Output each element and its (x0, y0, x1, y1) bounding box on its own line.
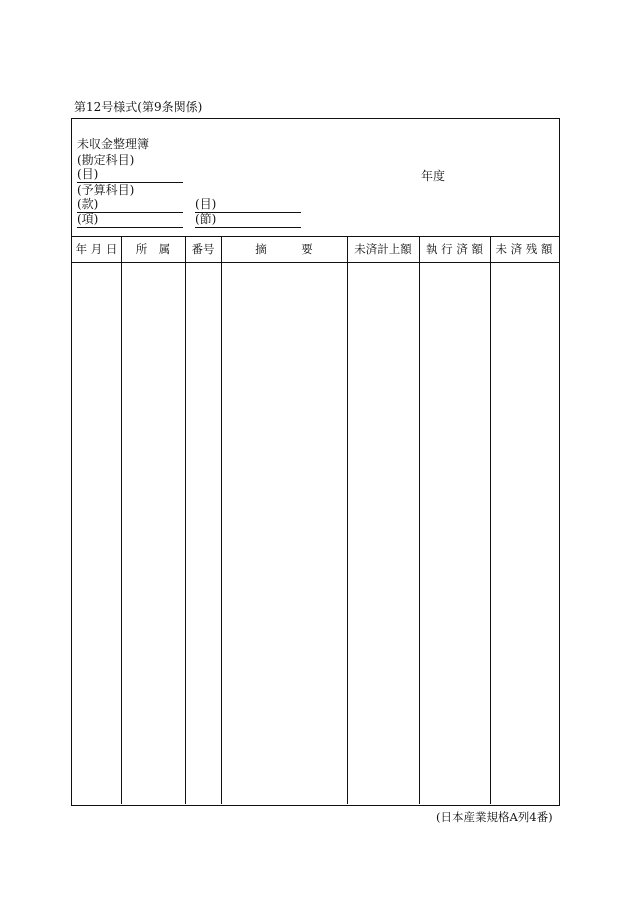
column-divider (221, 236, 222, 804)
fiscal-year-label: 年度 (421, 169, 446, 183)
ledger-header (72, 119, 559, 237)
column-header-unsettled-balance: 未 済 残 額 (495, 242, 553, 256)
setsu-label: (節) (195, 212, 217, 226)
column-divider (121, 236, 122, 804)
column-header-executed: 執 行 済 額 (426, 242, 483, 256)
kan-label: (款) (77, 197, 99, 211)
kou-label: (項) (77, 212, 99, 226)
setsu-field[interactable] (195, 212, 301, 228)
column-header-department: 所 属 (135, 242, 171, 256)
form-number: 第12号様式(第9条関係) (74, 100, 203, 114)
moku-field[interactable] (77, 167, 183, 183)
column-divider (347, 236, 348, 804)
kou-field[interactable] (77, 212, 183, 228)
column-header-date: 年 月 日 (75, 242, 118, 256)
column-header-number: 番号 (191, 242, 215, 256)
kan-field[interactable] (77, 197, 183, 213)
paper-standard-note: (日本産業規格A列4番) (436, 810, 553, 824)
account-subject-label: (勘定科目) (77, 153, 135, 167)
column-header-summary: 摘 要 (255, 242, 313, 256)
column-divider (185, 236, 186, 804)
column-divider (490, 236, 491, 804)
table-header-row (72, 236, 559, 263)
ledger-frame (71, 118, 560, 806)
ledger-table (72, 236, 559, 804)
budget-subject-label: (予算科目) (77, 183, 135, 197)
column-header-unsettled-recorded: 未済計上額 (354, 242, 412, 256)
budget-moku-field[interactable] (195, 197, 301, 213)
column-divider (419, 236, 420, 804)
budget-moku-label: (目) (195, 197, 217, 211)
moku-label: (目) (77, 167, 99, 181)
ledger-title: 未収金整理簿 (77, 137, 150, 151)
